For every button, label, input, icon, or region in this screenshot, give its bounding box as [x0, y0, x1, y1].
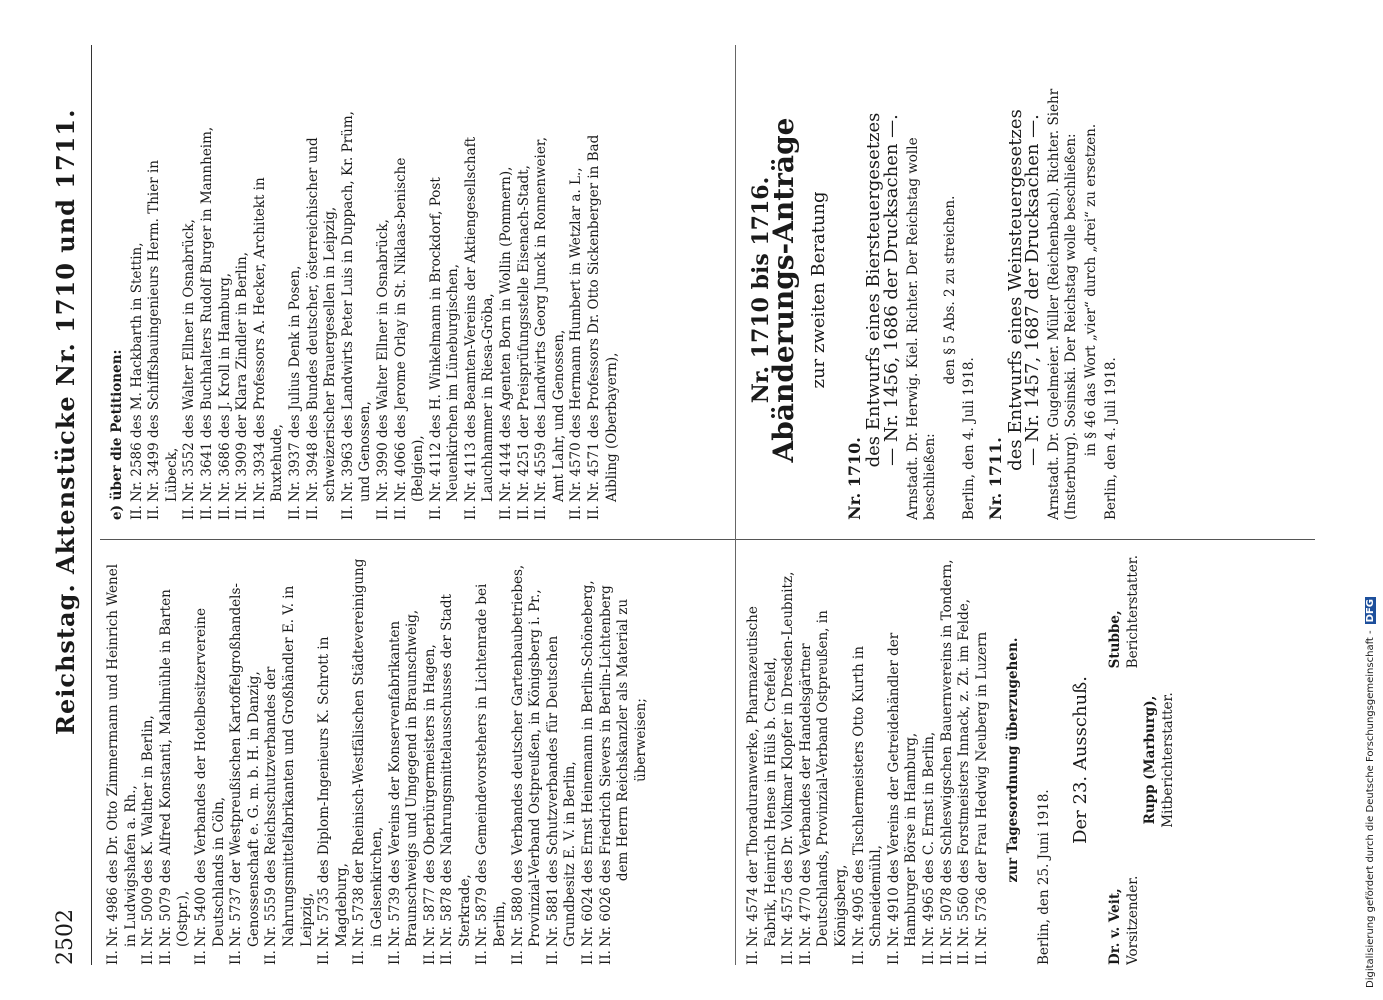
- roman-numeral: II.: [427, 505, 444, 520]
- roman-numeral: II.: [251, 505, 268, 520]
- roman-numeral: II.: [216, 505, 233, 520]
- report-date: Berlin, den 25. Juni 1918.: [1035, 789, 1052, 965]
- roman-numeral: II.: [533, 505, 550, 520]
- list-item: [428, 110, 463, 520]
- roman-numeral: II.: [586, 505, 603, 520]
- entry-text: Nr. 3937 des Julius Denk in Posen,: [286, 265, 303, 502]
- rapporteur-signature: [1107, 555, 1142, 668]
- list-item: [287, 110, 305, 520]
- committee-name: Der 23. Ausschuß.: [1069, 676, 1091, 844]
- list-item: [387, 555, 422, 965]
- entry-text: Nr. 4113 des Beamten-Vereins der Aktiengesellschaft Lauchhammer in Riesa-Gröba,: [462, 136, 497, 502]
- petition-list: [129, 110, 622, 520]
- main-title: Abänderungs-Anträge: [766, 117, 800, 463]
- roman-numeral: II.: [474, 950, 491, 965]
- list-item: [598, 555, 616, 965]
- list-item: [393, 110, 428, 520]
- roman-numeral: II.: [850, 950, 867, 965]
- digitization-credit: [1365, 8, 1379, 998]
- list-item: [533, 110, 568, 520]
- entry-text: Nr. 5879 des Gemeindevorstehers in Lichtenrade bei Berlin,: [474, 583, 509, 947]
- entry-text: Nr. 2586 des M. Hackbarth in Stettin,: [128, 242, 145, 502]
- entry-text: Nr. 4905 des Tischlermeisters Otto Kurth in Schneidemühl,: [850, 646, 885, 947]
- roman-numeral: II.: [580, 950, 597, 965]
- roman-numeral: II.: [885, 950, 902, 965]
- running-title: Reichstag. Aktenstücke Nr. 1710 und 1711.: [51, 108, 80, 735]
- entry-text: Nr. 4770 des Verbandes der Handelsgärtner Deutschlands, Provinzial-Verband Ostpreußen, in Königsberg,: [797, 610, 849, 947]
- motion-1711-date: Berlin, den 4. Juli 1918.: [1102, 357, 1119, 520]
- entry-text: Nr. 3990 des Walter Ellner in Osnabrück,: [374, 219, 391, 502]
- corapporteur-name: Rupp (Marburg),: [1142, 695, 1159, 825]
- column-3: [745, 555, 1315, 965]
- list-item: [234, 110, 252, 520]
- column-divider: [100, 539, 1315, 540]
- roman-numeral: II.: [780, 950, 797, 965]
- rotated-page-content: [45, 25, 1345, 965]
- roman-numeral: II.: [392, 505, 409, 520]
- roman-numeral: II.: [515, 505, 532, 520]
- entry-text: Nr. 3552 des Walter Ellner in Osnabrück,: [181, 219, 198, 502]
- entry-text: Nr. 5735 des Diplom-Ingenieurs K. Schrott in Magdeburg,: [316, 636, 350, 947]
- list-item: [439, 555, 474, 965]
- roman-numeral: II.: [544, 950, 561, 965]
- roman-numeral: II.: [462, 505, 479, 520]
- entry-text: Nr. 3963 des Landwirts Peter Luis in Duppach, Kr. Prüm, und Genossen,: [339, 111, 374, 502]
- roman-numeral: II.: [509, 950, 526, 965]
- list-item: [351, 555, 386, 965]
- roman-numeral: II.: [339, 505, 356, 520]
- roman-numeral: II.: [105, 950, 121, 965]
- entry-text: Nr. 4559 des Landwirts Georg Junck in Ronnenweier, Amt Lahr, und Genossen,: [533, 136, 567, 502]
- roman-numeral: II.: [304, 505, 321, 520]
- entry-text: Nr. 4571 des Professors Dr. Otto Sickenberger in Bad Aibling (Oberbayern),: [586, 134, 620, 502]
- entry-text: Nr. 4986 des Dr. Otto Zimmermann und Heinrich Wenel in Ludwigshafen a. Rh.,: [105, 563, 139, 947]
- roman-numeral: II.: [198, 505, 215, 520]
- entry-text: Nr. 5737 der Westpreußischen Kartoffelgroßhandels-Genossenschaft e. G. m. b. H. in Danzig,: [228, 583, 262, 947]
- list-item: [921, 555, 939, 965]
- list-item: [510, 555, 545, 965]
- roman-numeral: II.: [316, 950, 333, 965]
- column-2: [105, 110, 755, 520]
- list-item: [252, 110, 287, 520]
- roman-numeral: II.: [146, 505, 163, 520]
- entry-text: Nr. 3641 des Buchhalters Rudolf Burger in Mannheim,: [198, 126, 215, 502]
- column-1: [105, 555, 650, 965]
- range-title: Nr. 1710 bis 1716.: [748, 176, 774, 404]
- list-item: [217, 110, 235, 520]
- entry-text: Nr. 5880 des Verbandes deutscher Gartenbaubetriebes, Provinzial-Verband Ostpreußen, in Königsberg i. Pr.,: [509, 564, 544, 947]
- motion-1711-clause: in § 46 das Wort „vier“ durch „drei“ zu ersetzen.: [1082, 123, 1099, 457]
- roman-numeral: II.: [351, 950, 368, 965]
- motion-1710-text: Arnstadt. Dr. Herwig. Kiel. Richter. Der Reichstag wolle beschließen:: [904, 137, 939, 520]
- entry-text: Nr. 4144 des Agenten Born in Wollin (Pommern),: [498, 166, 515, 502]
- entry-text: Nr. 5079 des Alfred Konstanti, Mahlmühle in Barten (Ostpr.),: [157, 589, 192, 947]
- page-header: [45, 25, 85, 965]
- section-heading: e) über die Petitionen:: [109, 349, 125, 520]
- entry-text: Nr. 6026 des Friedrich Sievers in Berlin-Lichtenberg: [597, 585, 614, 947]
- petition-list: [105, 555, 615, 965]
- roman-numeral: II.: [181, 505, 198, 520]
- corapporteur-signature: [1142, 555, 1177, 965]
- list-item: [193, 555, 228, 965]
- list-item: [340, 110, 375, 520]
- roman-numeral: II.: [498, 505, 515, 520]
- list-item: [181, 110, 199, 520]
- list-item: [498, 110, 516, 520]
- list-item: [199, 110, 217, 520]
- entry-text: Nr. 3934 des Professors A. Hecker, Architekt in Buxtehude,: [251, 177, 286, 502]
- roman-numeral: II.: [140, 950, 157, 965]
- entry-text: Nr. 3948 des Bundes deutscher, österreichischer und schweizerischer Brauergesellen in Leipzig,: [304, 137, 339, 502]
- roman-numeral: II.: [956, 950, 973, 965]
- entry-text: Nr. 3686 des J. Kroll in Hamburg,: [216, 272, 233, 502]
- list-item: [474, 555, 509, 965]
- motion-1710-date: Berlin, den 4. Juli 1918.: [961, 357, 978, 520]
- entry-text: Nr. 4574 der Thoraduranwerke, Pharmazeutische Fabrik, Heinrich Hense in Hüls b. Crefeld,: [745, 606, 779, 947]
- motion-1710-docs: — Nr. 1456, 1686 der Drucksachen —.: [880, 114, 902, 466]
- closing-resolution: zur Tagesordnung überzugehen.: [1004, 637, 1021, 883]
- entry-text: Nr. 5877 des Oberbürgermeisters in Hagen,: [421, 644, 438, 947]
- entry-text: Nr. 4112 des H. Winkelmann in Brockdorf, Post Neuenkirchen im Lüneburgischen,: [427, 177, 462, 502]
- entry-text: Nr. 5559 des Reichsschutzverbandes der Nahrungsmittelfabrikanten und Großhändler E. V. in Leipzig,: [263, 585, 315, 947]
- roman-numeral: II.: [234, 505, 251, 520]
- referral-text: dem Herrn Reichskanzler als Material zu überweisen;: [615, 598, 649, 882]
- entry-text: Nr. 4570 des Hermann Humbert in Wetzlar a. L.,: [568, 167, 585, 502]
- entry-text: Nr. 4066 des Jerome Orlay in St. Niklaas-benische (Belgien),: [392, 157, 427, 502]
- list-item: [316, 555, 351, 965]
- entry-text: Nr. 5736 der Frau Hedwig Neuberg in Luzern: [973, 631, 990, 947]
- list-item: [422, 555, 440, 965]
- list-item: [886, 555, 921, 965]
- entry-text: Nr. 3499 des Schiffsbauingenieurs Herm. Thier in Lübeck,: [146, 160, 180, 502]
- motion-1711-docs: — Nr. 1457, 1687 der Drucksachen —.: [1022, 114, 1044, 466]
- list-item: [263, 555, 316, 965]
- list-item: [158, 555, 193, 965]
- entry-text: Nr. 4251 der Preisprüfungsstelle Eisenach-Stadt,: [515, 165, 532, 502]
- entry-text: Nr. 5739 des Vereins der Konservenfabrikanten Braunschweigs und Umgegend in Braunschweig,: [386, 609, 421, 947]
- entry-text: Nr. 4910 des Vereins der Getreidehändler der Hamburger Börse in Hamburg,: [885, 632, 920, 947]
- roman-numeral: II.: [128, 505, 145, 520]
- entry-text: Nr. 5878 des Nahrungsmittelausschusses der Stadt Sterkrade,: [439, 594, 473, 947]
- roman-numeral: II.: [286, 505, 303, 520]
- list-item: [974, 555, 992, 965]
- roman-numeral: II.: [745, 950, 761, 965]
- entry-text: Nr. 5400 des Verbandes der Hotelbesitzervereine Deutschlands in Cöln,: [192, 608, 227, 947]
- motion-1710-clause: den § 5 Abs. 2 zu streichen.: [941, 195, 958, 385]
- corapporteur-role: Mitberichterstatter.: [1159, 692, 1176, 828]
- credit-text: Digitalisierung gefördert durch die Deutsche Forschungsgemeinschaft -: [1365, 630, 1376, 988]
- list-item: [129, 110, 147, 520]
- roman-numeral: II.: [192, 950, 209, 965]
- chair-signature: [1107, 876, 1142, 965]
- roman-numeral: II.: [386, 950, 403, 965]
- roman-numeral: II.: [421, 950, 438, 965]
- entry-text: Nr. 4965 des C. Ernst in Berlin,: [920, 731, 937, 947]
- signature-block: [1107, 555, 1142, 965]
- roman-numeral: II.: [920, 950, 937, 965]
- subtitle: zur zweiten Beratung: [808, 191, 830, 389]
- list-item: [375, 110, 393, 520]
- roman-numeral: II.: [228, 950, 245, 965]
- roman-numeral: II.: [439, 950, 456, 965]
- roman-numeral: II.: [157, 950, 174, 965]
- entry-text: Nr. 6024 des Ernst Heinemann in Berlin-Schöneberg,: [580, 580, 597, 947]
- petition-list: [745, 555, 991, 965]
- motion-1711-number: Nr. 1711.: [985, 437, 1005, 520]
- motion-1711-about: des Entwurfs eines Weinsteuergesetzes: [1004, 109, 1026, 471]
- list-item: [851, 555, 886, 965]
- column-4: [745, 60, 1315, 520]
- chair-name: Dr. v. Veit,: [1107, 888, 1124, 965]
- list-item: [745, 555, 780, 965]
- list-item: [580, 555, 598, 965]
- motion-1710-about: des Entwurfs eines Biersteuergesetzes: [863, 112, 885, 468]
- list-item: [956, 555, 974, 965]
- entry-text: Nr. 5881 des Schutzverbandes für Deutschen Grundbesitz E. V. in Berlin,: [544, 635, 579, 947]
- dfg-logo: DFG: [1365, 599, 1376, 623]
- list-item: [780, 555, 798, 965]
- header-rule: [91, 45, 92, 965]
- entry-text: Nr. 5009 des K. Walther in Berlin,: [140, 715, 157, 947]
- list-item: [516, 110, 534, 520]
- list-item: [146, 110, 181, 520]
- roman-numeral: II.: [568, 505, 585, 520]
- list-item: [228, 555, 263, 965]
- entry-text: Nr. 5560 des Forstmeisters Innack, z. Zt. im Felde,: [956, 599, 973, 947]
- rapporteur-role: Berichterstatter.: [1124, 555, 1141, 669]
- entry-text: Nr. 4575 des Dr. Volkmar Klopfer in Dresden-Leubnitz,: [780, 571, 797, 947]
- chair-role: Vorsitzender.: [1124, 875, 1141, 965]
- motion-1711-text: Arnstadt. Dr. Gugelmeier. Müller (Reichenbach). Richter. Siehr (Insterburg). Sosinski. Der Reichstag wolle beschließen:: [1045, 88, 1080, 520]
- list-item: [140, 555, 158, 965]
- motion-1710-number: Nr. 1710.: [844, 437, 864, 520]
- list-item: [545, 555, 580, 965]
- roman-numeral: II.: [797, 950, 814, 965]
- roman-numeral: II.: [374, 505, 391, 520]
- roman-numeral: II.: [263, 950, 280, 965]
- rapporteur-name: Stubbe,: [1107, 610, 1124, 669]
- list-item: [105, 555, 140, 965]
- roman-numeral: II.: [938, 950, 955, 965]
- list-item: [568, 110, 586, 520]
- roman-numeral: II.: [973, 950, 990, 965]
- entry-text: Nr. 5078 des Schleswigschen Bauernvereins in Tondern,: [938, 559, 955, 947]
- list-item: [463, 110, 498, 520]
- list-item: [305, 110, 340, 520]
- list-item: [586, 110, 621, 520]
- list-item: [939, 555, 957, 965]
- entry-text: Nr. 5738 der Rheinisch-Westfälischen Städtevereinigung in Gelsenkirchen,: [351, 558, 385, 947]
- entry-text: Nr. 3909 der Klara Zindler in Berlin,: [234, 251, 251, 502]
- roman-numeral: II.: [597, 950, 614, 965]
- page-number: 2502: [53, 909, 78, 965]
- list-item: [798, 555, 851, 965]
